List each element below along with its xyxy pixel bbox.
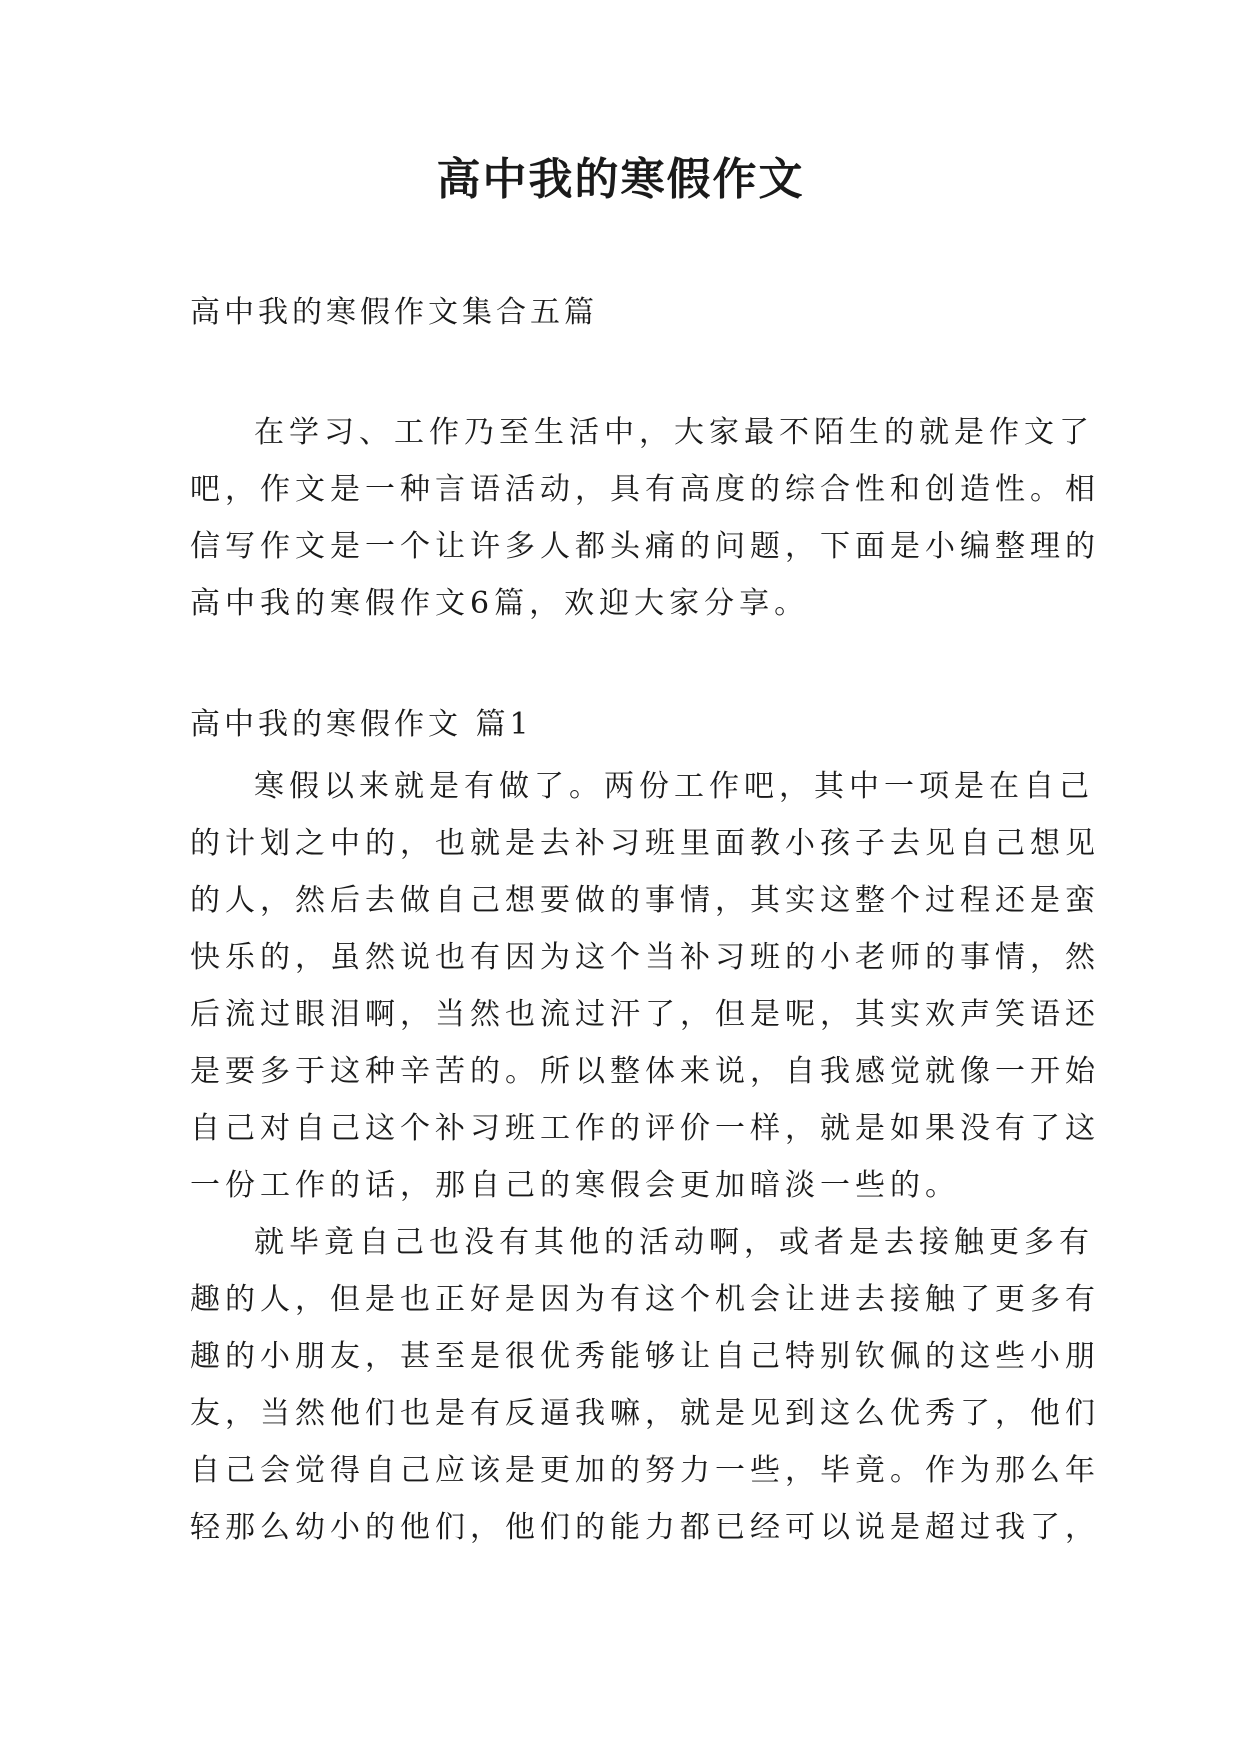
body-line: 的人，然后去做自己想要做的事情，其实这整个过程还是蛮	[190, 883, 1100, 918]
intro-line: 信写作文是一个让许多人都头痛的问题，下面是小编整理的	[190, 529, 1100, 564]
body-line: 轻那么幼小的他们，他们的能力都已经可以说是超过我了，	[190, 1510, 1100, 1545]
intro-line: 在学习、工作乃至生活中，大家最不陌生的就是作文了	[254, 415, 1094, 450]
body-line: 趣的小朋友，甚至是很优秀能够让自己特别钦佩的这些小朋	[190, 1339, 1100, 1374]
body-line: 友，当然他们也是有反逼我嘛，就是见到这么优秀了，他们	[190, 1396, 1100, 1431]
body-line: 的计划之中的，也就是去补习班里面教小孩子去见自己想见	[190, 826, 1100, 861]
body-line: 寒假以来就是有做了。两份工作吧，其中一项是在自己	[254, 769, 1094, 804]
body-line: 就毕竟自己也没有其他的活动啊，或者是去接触更多有	[254, 1225, 1094, 1260]
intro-paragraph	[190, 404, 1100, 632]
intro-line: 吧，作文是一种言语活动，具有高度的综合性和创造性。相	[190, 472, 1100, 507]
body-line: 趣的人，但是也正好是因为有这个机会让进去接触了更多有	[190, 1282, 1100, 1317]
document-subtitle: 高中我的寒假作文集合五篇	[190, 295, 598, 330]
body-line: 后流过眼泪啊，当然也流过汗了，但是呢，其实欢声笑语还	[190, 997, 1100, 1032]
body-line: 自己对自己这个补习班工作的评价一样，就是如果没有了这	[190, 1111, 1100, 1146]
intro-line: 高中我的寒假作文6篇，欢迎大家分享。	[190, 586, 810, 621]
body-line: 是要多于这种辛苦的。所以整体来说，自我感觉就像一开始	[190, 1054, 1100, 1089]
body-line: 一份工作的话，那自己的寒假会更加暗淡一些的。	[190, 1168, 960, 1203]
essay-body	[190, 758, 1100, 1556]
section-heading: 高中我的寒假作文 篇1	[190, 707, 533, 742]
document-title: 高中我的寒假作文	[436, 154, 805, 205]
body-line: 快乐的，虽然说也有因为这个当补习班的小老师的事情，然	[190, 940, 1100, 975]
body-line: 自己会觉得自己应该是更加的努力一些，毕竟。作为那么年	[190, 1453, 1100, 1488]
